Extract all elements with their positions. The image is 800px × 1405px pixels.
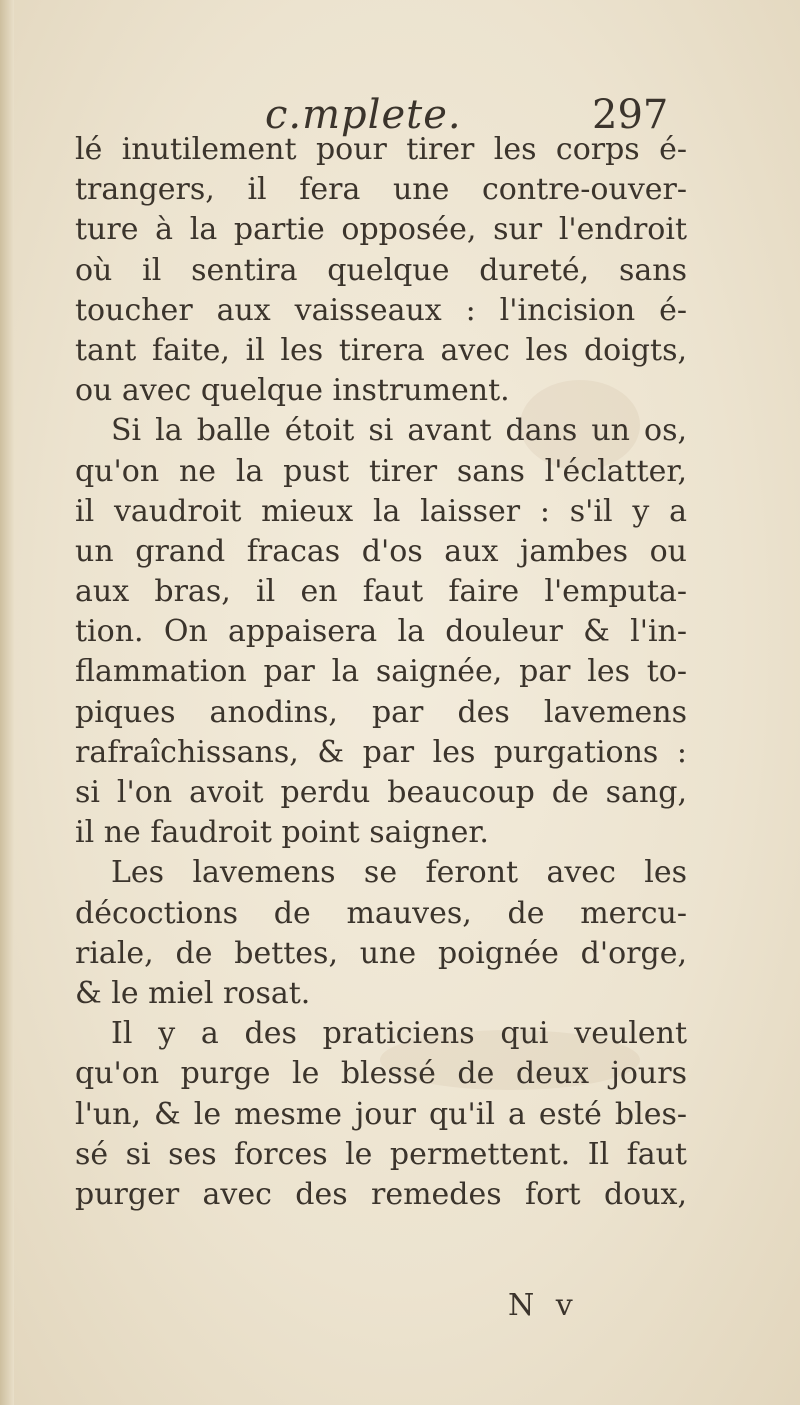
text-line: qu'on ne la pust tirer sans l'éclatter, xyxy=(75,453,687,489)
running-title: c.mplete. xyxy=(265,92,462,138)
page-number: 297 xyxy=(592,92,669,138)
text-line: Les lavemens se feront avec les xyxy=(111,855,687,891)
text-line: lé inutilement pour tirer les corps é- xyxy=(75,132,687,167)
text-line: & le miel rosat. xyxy=(75,975,311,1011)
text-line: un grand fracas d'os aux jambes ou xyxy=(75,533,687,569)
text-line: tant faite, il les tirera avec les doigts, xyxy=(75,332,687,368)
text-line: qu'on purge le blessé de deux jours xyxy=(75,1056,687,1092)
text-line: tion. On appaisera la douleur & l'in- xyxy=(75,614,687,650)
text-line: il vaudroit mieux la laisser : s'il y a xyxy=(75,493,687,529)
text-line: riale, de bettes, une poignée d'orge, xyxy=(75,935,687,971)
text-line: purger avec des remedes fort doux, xyxy=(75,1176,687,1212)
text-line: toucher aux vaisseaux : l'incision é- xyxy=(75,292,687,328)
text-line: aux bras, il en faut faire l'emputa- xyxy=(75,574,687,610)
text-line: ture à la partie opposée, sur l'endroit xyxy=(75,212,687,248)
text-line: il ne faudroit point saigner. xyxy=(75,815,489,851)
text-line: sé si ses forces le permettent. Il faut xyxy=(75,1136,687,1172)
text-line: Si la balle étoit si avant dans un os, xyxy=(111,413,687,449)
text-line: Il y a des praticiens qui veulent xyxy=(111,1016,687,1052)
signature-mark: N v xyxy=(508,1288,579,1323)
body-text xyxy=(75,130,687,1215)
text-line: piques anodins, par des lavemens xyxy=(75,694,687,730)
text-line: décoctions de mauves, de mercu- xyxy=(75,895,687,931)
text-line: trangers, il fera une contre-ouver- xyxy=(75,172,687,208)
text-line: l'un, & le mesme jour qu'il a esté bles- xyxy=(75,1096,687,1132)
text-line: ou avec quelque instrument. xyxy=(75,373,510,409)
text-line: flammation par la saignée, par les to- xyxy=(75,654,687,690)
text-line: rafraîchissans, & par les purgations : xyxy=(75,734,687,770)
text-line: si l'on avoit perdu beaucoup de sang, xyxy=(75,775,687,810)
text-line: où il sentira quelque dureté, sans xyxy=(75,252,687,288)
page-gutter-shadow xyxy=(0,0,14,1405)
